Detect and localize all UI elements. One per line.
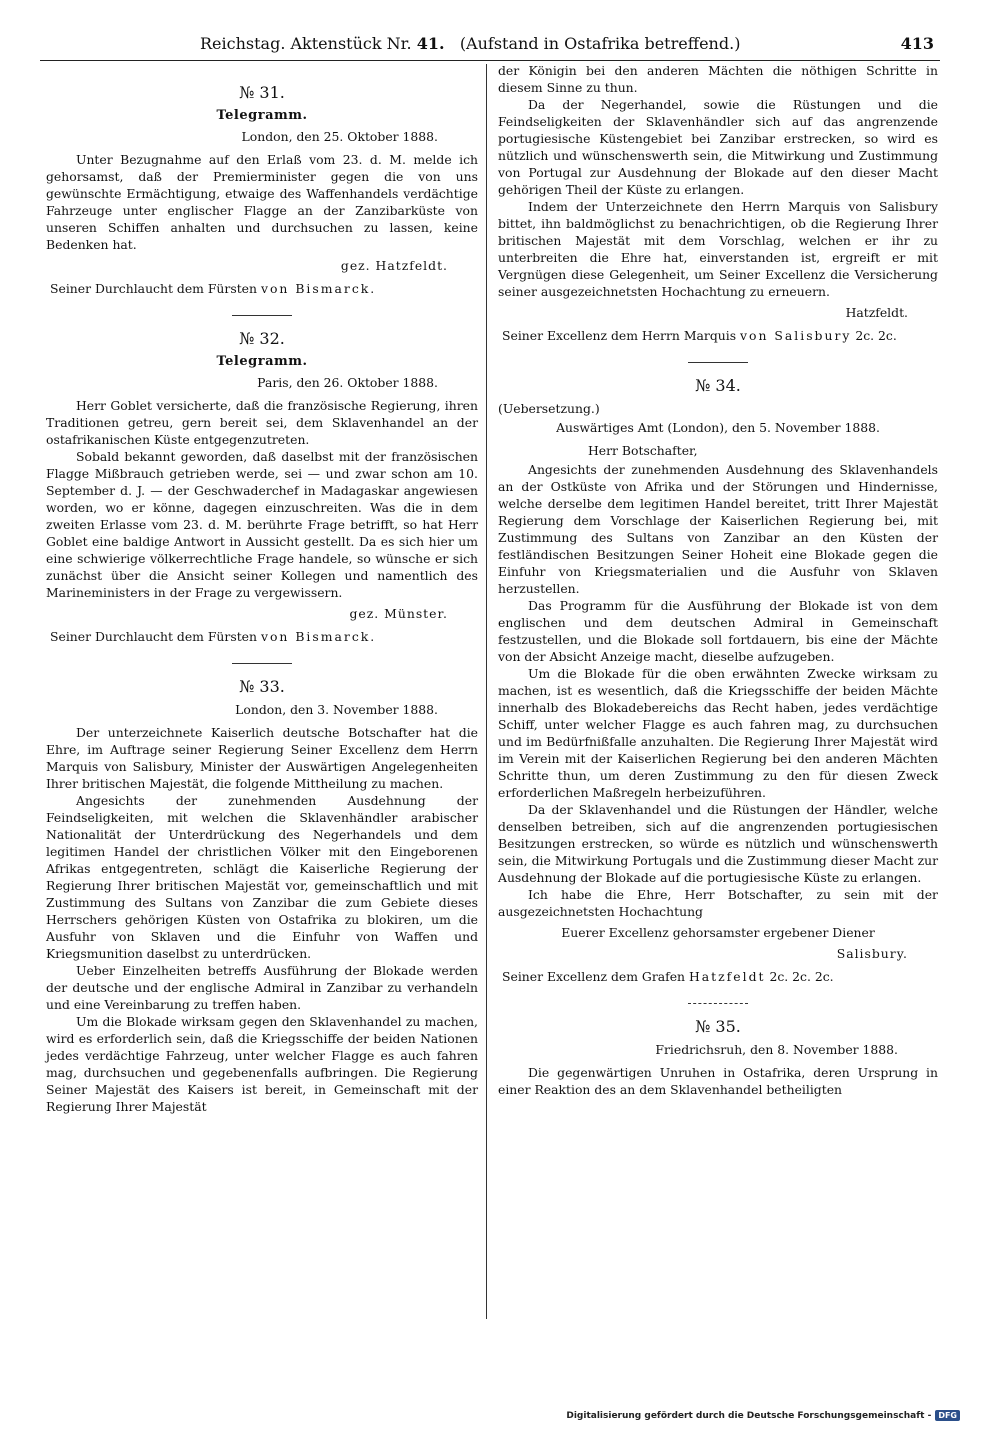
address-34: [502, 968, 938, 985]
header-title: [200, 34, 740, 53]
paragraph: Das Programm für die Ausführung der Blokade ist von dem englischen und dem deutschen Admiral in Gemeinschaft festzustellen, und die Blokade soll fortdauern, bis eine der Mächte von der Absicht Anzeige macht, dieselbe aufzugeben.: [498, 598, 938, 664]
paragraph: Sobald bekannt geworden, daß daselbst mit der französischen Flagge Mißbrauch getrieben werde, sei — und zwar schon am 10. September d. J. — der Geschwaderchef in Madagaskar angewiesen worden, wo er könne, dagegen einzuschreiten. Was die in dem zweiten Erlasse vom 23. d. M. berührte Frage betrifft, so hat Herr Goblet eine baldige Antwort in Aussicht gestellt. Da es sich hier um eine schwierige völkerrechtliche Frage handele, so wünsche er sich zunächst über die Ansicht seiner Kollegen und namentlich des Marineministers in der Frage zu vergewissern.: [46, 449, 478, 600]
paragraph: Um die Blokade wirksam gegen den Sklavenhandel zu machen, wird es erforderlich sein, daß die Kriegsschiffe der beiden Nationen jedes verdächtige Fahrzeug, unter welcher Flagge es auch fahren mag, durchsuchen und gegebenenfalls aufbringen. Die Regierung Seiner Majestät des Kaisers ist bereit, in Gemeinschaft mit der Regierung Ihrer Majestät: [46, 1014, 478, 1114]
paragraph: Angesichts der zunehmenden Ausdehnung des Sklavenhandels an der Ostküste von Afrika und der Störungen und Hindernisse, welche derselbe dem legitimen Handel bereitet, tritt Ihrer Majestät Regierung dem Vorschlage der Kaiserlichen Regierung bei, mit Zustimmung des Sultans von Zanzibar an den Küsten der festländischen Besitzungen Seiner Hoheit eine Blokade gegen die Einfuhr von Kriegsmaterialien und die Ausfuhr von Sklaven herzustellen.: [498, 462, 938, 596]
dateline-33: London, den 3. November 1888.: [235, 702, 438, 717]
paragraph: der Königin bei den anderen Mächten die nöthigen Schritte in diesem Sinne zu thun.: [498, 63, 938, 95]
address-name: von Salisbury: [740, 328, 852, 343]
paragraph: Unter Bezugnahme auf den Erlaß vom 23. d. M. melde ich gehorsamst, daß der Premierminister gegen die von uns gewünschte Ermächtigung, etwaige des Waffenhandels verdächtige Fahrzeuge unter englischer Flagge an der Zanzibarküste von unseren Schiffen anhalten und durchsuchen zu lassen, keine Bedenken hat.: [46, 152, 478, 252]
dateline-35: Friedrichsruh, den 8. November 1888.: [655, 1042, 898, 1057]
signature-32: gez. Münster.: [349, 606, 448, 621]
header-subject: (Aufstand in Ostafrika betreffend.): [459, 34, 741, 53]
dateline-32: Paris, den 26. Oktober 1888.: [257, 375, 438, 390]
address-32: [50, 628, 478, 645]
paragraph: Ueber Einzelheiten betreffs Ausführung der Blokade werden der deutsche und der englische Admiral in Zanzibar zu verhandeln und eine Vereinbarung zu treffen haben.: [46, 963, 478, 1012]
translation-note: (Uebersetzung.): [498, 401, 600, 416]
dateline-34: Auswärtiges Amt (London), den 5. November 1888.: [556, 420, 880, 435]
address-name: Hatzfeldt: [688, 969, 766, 984]
address-prefix: Seiner Excellenz dem Herrn Marquis: [502, 328, 737, 343]
paragraph: Da der Negerhandel, sowie die Rüstungen und die Feindseligkeiten der Sklavenhändler sich auf das angrenzende portugiesische Küstengebiet bei Zanzibar erstrecken, so wird es nützlich und wünschenswerth sein, die Mitwirkung und Zustimmung von Portugal zur Ausdehnung der Blokade auf den dieser Macht gehörigen Theil der Küste zu erlangen.: [498, 97, 938, 197]
paragraph: Herr Goblet versicherte, daß die französische Regierung, ihren Traditionen getreu, gern bereit sei, dem Sklavenhandel an der ostafrikanischen Küste entgegenzutreten.: [46, 398, 478, 447]
running-header: [40, 34, 940, 60]
dfg-logo: DFG: [935, 1410, 960, 1421]
column-rule: [486, 64, 487, 1319]
paragraph: Ich habe die Ehre, Herr Botschafter, zu sein mit der ausgezeichnetsten Hochachtung: [498, 887, 938, 919]
document-type-31: Telegramm.: [216, 108, 308, 123]
header-title-prefix: Reichstag. Aktenstück Nr.: [200, 34, 412, 53]
right-column: [498, 62, 938, 1098]
section-divider: [688, 1003, 748, 1004]
address-prefix: Seiner Durchlaucht dem Fürsten: [50, 281, 257, 296]
paragraph: Um die Blokade für die oben erwähnten Zwecke wirksam zu machen, ist es wesentlich, daß die Kriegsschiffe der beiden Mächte innerhalb des Blokadebereichs das Recht haben, jedes verdächtige Schiff, unter welcher Flagge es auch fahren mag, zu durchsuchen und im Bedürfnißfalle anzuhalten. Die Regierung Ihrer Majestät wird im Verein mit der Kaiserlichen Regierung bei den anderen Mächten Schritte thun, um deren Zustimmung zu den für diesen Zweck erforderlichen Maßregeln herbeizuführen.: [498, 666, 938, 800]
address-33: [502, 327, 938, 344]
paragraph: Da der Sklavenhandel und die Rüstungen der Händler, welche denselben betreiben, sich auf die angrenzenden portugiesischen Besitzungen erstrecken, so würde es nützlich und wünschenswerth sein, die Mitwirkung Portugals und die Zustimmung dieser Macht zur Ausdehnung der Blokade auf die portugiesische Küste zu erlangen.: [498, 802, 938, 885]
section-divider: [232, 315, 292, 316]
footer-text: Digitalisierung gefördert durch die Deutsche Forschungsgemeinschaft -: [566, 1410, 932, 1421]
paragraph: Indem der Unterzeichnete den Herrn Marquis von Salisbury bittet, ihn baldmöglichst zu benachrichtigen, ob die Regierung Ihrer britischen Majestät mit dem Vorschlag, welchen er ihr zu unterbreiten die Ehre hat, einverstanden ist, ergreift er mit Vergnügen diese Gelegenheit, um Seiner Excellenz die Versicherung seiner ausgezeichnetsten Hochachtung zu erneuern.: [498, 199, 938, 299]
address-31: [50, 280, 478, 297]
digitization-footer: [566, 1410, 960, 1421]
address-name: von Bismarck.: [260, 629, 377, 644]
section-divider: [688, 362, 748, 363]
salutation: Herr Botschafter,: [588, 443, 698, 458]
document-number-33: № 33.: [239, 677, 285, 696]
address-prefix: Seiner Excellenz dem Grafen: [502, 969, 686, 984]
paragraph: Der unterzeichnete Kaiserlich deutsche Botschafter hat die Ehre, im Auftrage seiner Regierung Seiner Excellenz dem Herrn Marquis von Salisbury, Minister der Auswärtigen Angelegenheiten Ihrer britischen Majestät, die folgende Mittheilung zu machen.: [46, 725, 478, 791]
left-column: [46, 66, 478, 1115]
document-number-32: № 32.: [239, 329, 285, 348]
signature-31: gez. Hatzfeldt.: [340, 258, 448, 273]
document-number-31: № 31.: [239, 83, 285, 102]
section-divider: [232, 663, 292, 664]
dateline-31: London, den 25. Oktober 1888.: [241, 129, 438, 144]
paragraph: Die gegenwärtigen Unruhen in Ostafrika, deren Ursprung in einer Reaktion des an dem Sklavenhandel betheiligten: [498, 1065, 938, 1097]
paragraph: Angesichts der zunehmenden Ausdehnung der Feindseligkeiten, mit welchen die Sklavenhändler arabischer Nationalität der Unterdrückung des Negerhandels und dem legitimen Handel der christlichen Völker mit den Eingeborenen Afrikas entgegentreten, schlägt die Kaiserliche Regierung der Regierung Ihrer britischen Majestät vor, gemeinschaftlich und mit Zustimmung des Sultans von Zanzibar die zum Gebiete dieses Herrschers gehörigen Küsten von Ostafrika zu blokiren, um die Ausfuhr von Sklaven und die Einfuhr von Waffen und Kriegsmunition daselbst zu unterdrücken.: [46, 793, 478, 961]
document-number-35: № 35.: [695, 1017, 741, 1036]
address-name: von Bismarck.: [260, 281, 377, 296]
document-type-32: Telegramm.: [216, 354, 308, 369]
address-suffix: 2c. 2c. 2c.: [769, 969, 834, 984]
signature-34: Salisbury.: [836, 946, 908, 961]
closing-formula: Euerer Excellenz gehorsamster ergebener Diener: [561, 925, 875, 940]
signature-33: Hatzfeldt.: [845, 305, 908, 320]
address-prefix: Seiner Durchlaucht dem Fürsten: [50, 629, 257, 644]
header-act-number: 41.: [416, 34, 445, 53]
header-rule: [40, 60, 940, 61]
page-number: 413: [900, 34, 934, 53]
address-suffix: 2c. 2c.: [855, 328, 897, 343]
document-number-34: № 34.: [695, 376, 741, 395]
